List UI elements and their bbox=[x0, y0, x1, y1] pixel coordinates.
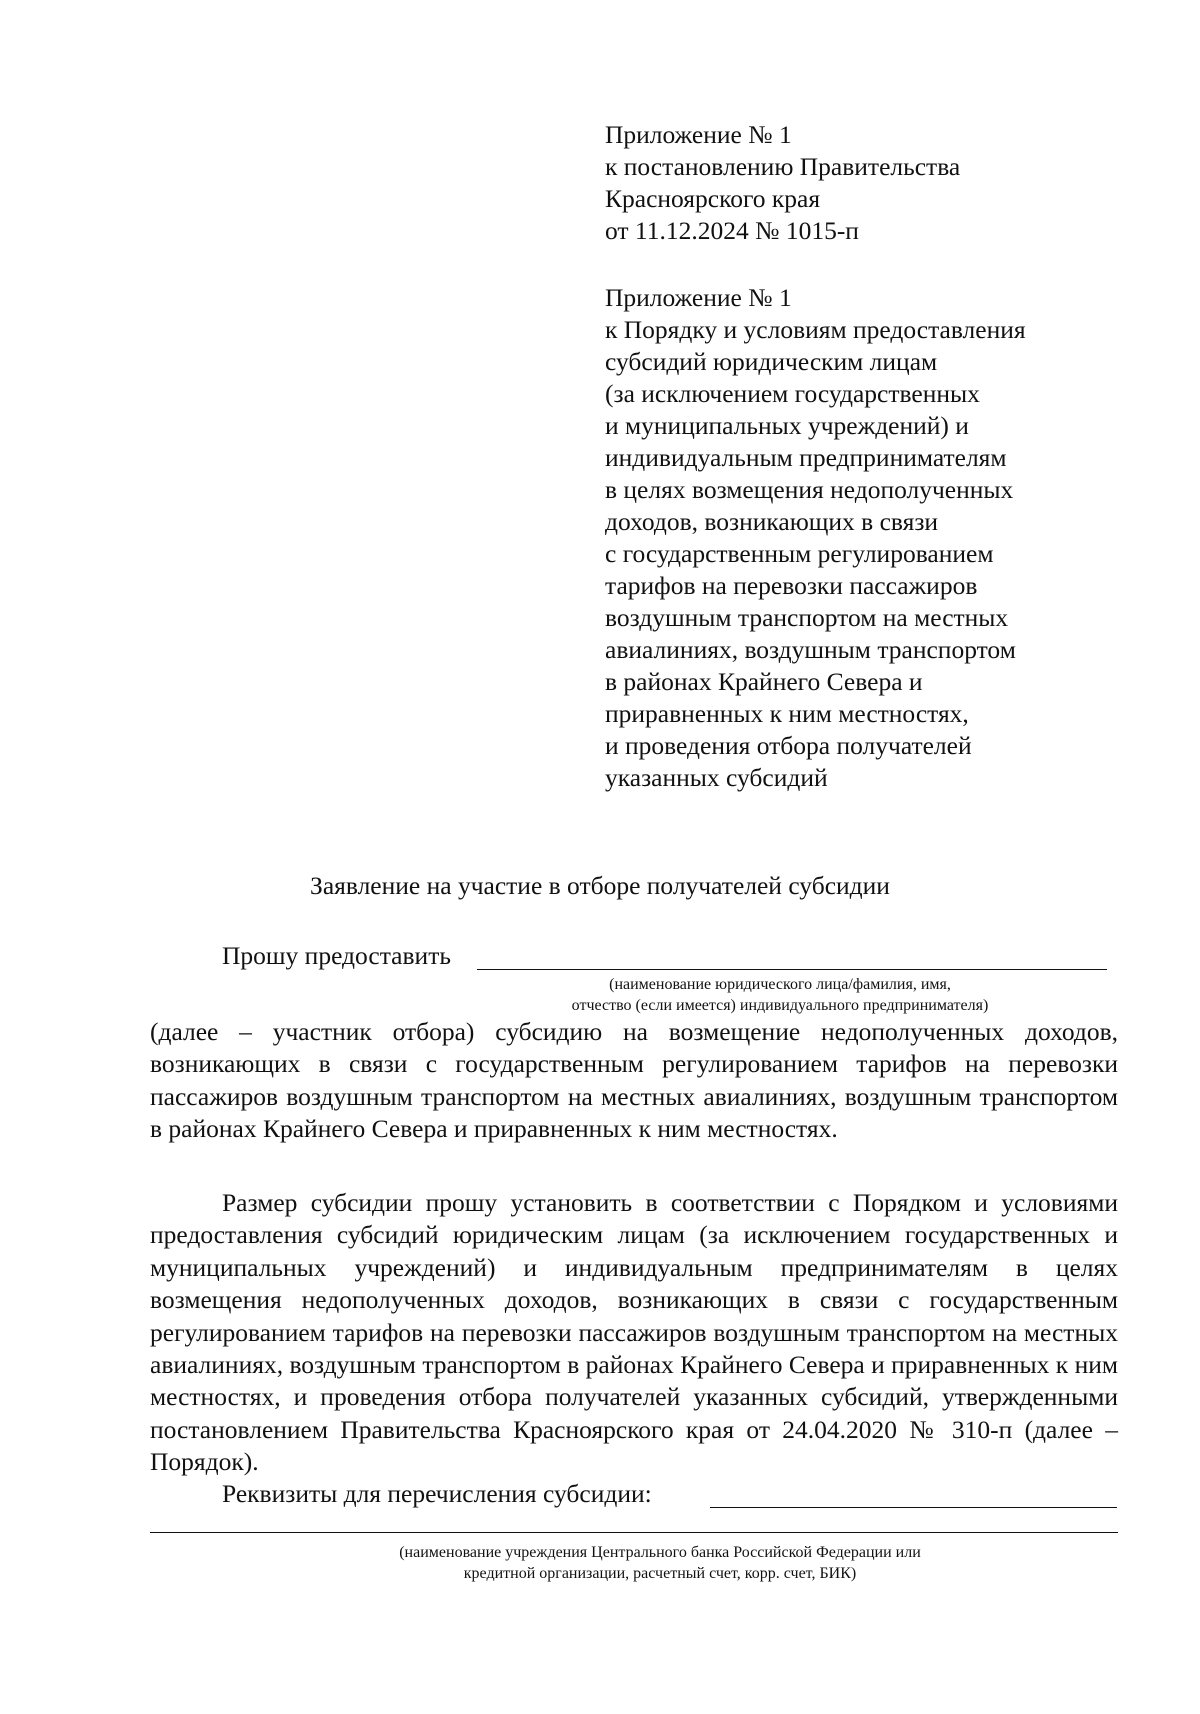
header-line: Красноярского края bbox=[605, 184, 821, 213]
header-line: и проведения отбора получателей bbox=[605, 731, 972, 760]
application-title: Заявление на участие в отборе получателей субсидии bbox=[310, 871, 890, 900]
header-line: к постановлению Правительства bbox=[605, 152, 961, 181]
requisites-line bbox=[222, 1480, 1112, 1508]
requisites-label: Реквизиты для перечисления субсидии: bbox=[222, 1479, 652, 1508]
caption-line: (наименование юридического лица/фамилия, имя, bbox=[609, 976, 951, 993]
caption-line: (наименование учреждения Центрального банка Российской Федерации или bbox=[399, 1544, 921, 1561]
header-line: авиалиниях, воздушным транспортом bbox=[605, 635, 1016, 664]
caption-line: кредитной организации, расчетный счет, корр. счет, БИК) bbox=[463, 1565, 857, 1582]
header-line: доходов, возникающих в связи bbox=[605, 507, 939, 536]
requisites-blank-full[interactable] bbox=[150, 1532, 1118, 1533]
appendix-procedure-header bbox=[605, 282, 1105, 794]
header-line: Приложение № 1 bbox=[605, 120, 792, 149]
header-line: в районах Крайнего Севера и bbox=[605, 667, 923, 696]
header-line: приравненных к ним местностях, bbox=[605, 699, 969, 728]
requisites-caption bbox=[300, 1542, 1020, 1584]
request-line bbox=[222, 942, 1112, 970]
header-line: тарифов на перевозки пассажиров bbox=[605, 571, 978, 600]
header-line: (за исключением государственных bbox=[605, 379, 980, 408]
paragraph-subsidy-size: Размер субсидии прошу установить в соответствии с Порядком и условиями предоставления субсидий юридическим лицам (за исключением государственных и муниципальных учреждений) и индивидуальным предпринимателям в целях возмещения недополученных доходов, возникающих в связи с государственным регулированием тарифов на перевозки пассажиров воздушным транспортом на местных авиалиниях, воздушным транспортом в районах Крайнего Севера и приравненных к ним местностях, и проведения отбора получателей указанных субсидий, утвержденными постановлением Правительства Красноярского края от 24.04.2020 № 310-п (далее – Порядок). bbox=[150, 1188, 1118, 1477]
header-line: субсидий юридическим лицам bbox=[605, 347, 938, 376]
header-line: к Порядку и условиям предоставления bbox=[605, 315, 1026, 344]
header-line: индивидуальным предпринимателям bbox=[605, 443, 1007, 472]
header-line: Приложение № 1 bbox=[605, 283, 792, 312]
applicant-name-blank[interactable] bbox=[477, 969, 1107, 970]
request-caption bbox=[520, 974, 1040, 1016]
caption-line: отчество (если имеется) индивидуального предпринимателя) bbox=[571, 997, 989, 1014]
header-line: с государственным регулированием bbox=[605, 539, 994, 568]
header-line: от 11.12.2024 № 1015-п bbox=[605, 216, 859, 245]
paragraph-participant: (далее – участник отбора) субсидию на возмещение недополученных доходов, возникающих в связи с государственным регулированием тарифов на перевозки пассажиров воздушным транспортом на местных авиалиниях, воздушным транспортом в районах Крайнего Севера и приравненных к ним местностях. bbox=[150, 1017, 1118, 1144]
header-line: в целях возмещения недополученных bbox=[605, 475, 1014, 504]
header-line: указанных субсидий bbox=[605, 763, 828, 792]
header-line: воздушным транспортом на местных bbox=[605, 603, 1009, 632]
request-label: Прошу предоставить bbox=[222, 941, 451, 970]
appendix-decree-header bbox=[605, 119, 1105, 247]
requisites-blank[interactable] bbox=[710, 1507, 1117, 1508]
header-line: и муниципальных учреждений) и bbox=[605, 411, 969, 440]
